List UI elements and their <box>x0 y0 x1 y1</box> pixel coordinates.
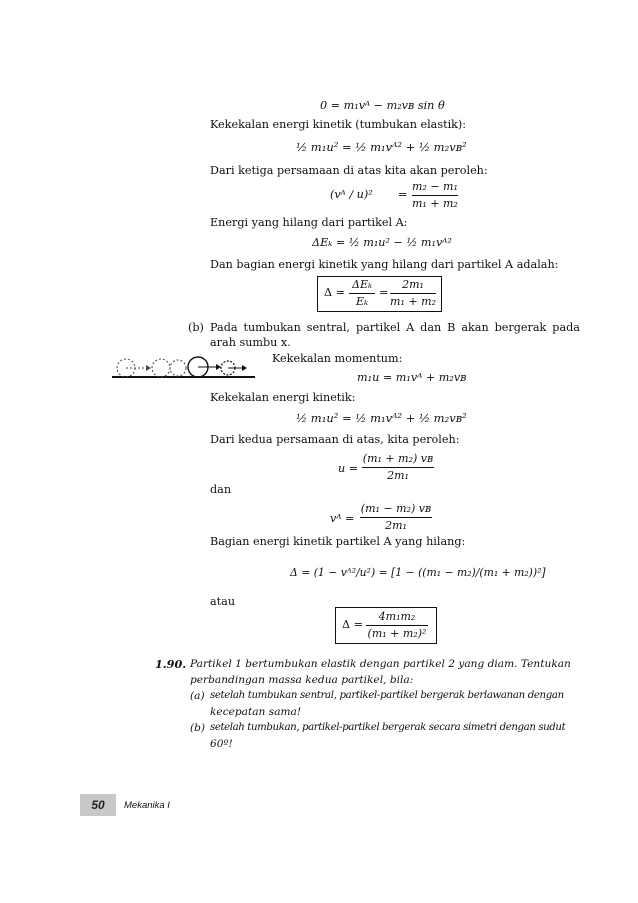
box1-f2-numerator: 2m₁ <box>402 278 424 291</box>
box1-f1-denominator: Eₖ <box>355 295 369 308</box>
page-number-box <box>80 794 116 816</box>
problem-a-marker: (a) <box>190 690 205 702</box>
fraction-bar <box>412 195 458 196</box>
word-and: dan <box>210 483 232 496</box>
part-b-marker: (b) <box>188 321 204 334</box>
box1-lhs: Δ = <box>324 286 346 299</box>
equation-va-lhs: vᴬ = <box>330 512 355 525</box>
problem-b-line-2: 60º! <box>210 738 233 750</box>
box2-fraction <box>366 610 428 640</box>
arrow-va-head <box>216 364 221 370</box>
equation-momentum-y: 0 = m₁vᴬ − m₂vʙ sin θ <box>320 99 445 112</box>
arrow-u-head <box>146 365 151 371</box>
problem-a-line-1: setelah tumbukan sentral, partikel-partikel bergerak berlawanan dengan <box>210 690 564 701</box>
problem-b-marker: (b) <box>190 722 206 734</box>
equation-ratio-fraction <box>412 180 458 210</box>
box2-lhs: Δ = <box>342 618 364 631</box>
equation-va-denominator: 2m₁ <box>385 519 407 532</box>
equation-momentum: m₁u = m₁vᴬ + m₂vʙ <box>357 371 467 384</box>
box1-f1-numerator: ΔEₖ <box>352 278 372 291</box>
problem-a-line-2: kecepatan sama! <box>210 706 302 718</box>
fraction-bar <box>349 293 375 294</box>
equation-u-fraction <box>362 452 434 482</box>
equation-u-denominator: 2m₁ <box>387 469 409 482</box>
arrow-vb-head <box>242 365 247 371</box>
equation-ratio-equals: = <box>398 188 408 201</box>
box1-equals: = <box>379 286 389 299</box>
equation-va-fraction <box>360 502 432 532</box>
word-or: atau <box>210 595 236 608</box>
box1-fraction-2 <box>390 278 436 308</box>
equation-ratio-lhs: (vᴬ / u)² <box>330 188 373 201</box>
particle-b-before <box>170 360 186 376</box>
problem-line-2: perbandingan massa kedua partikel, bila: <box>190 674 414 686</box>
problem-b-line-1: setelah tumbukan, partikel-partikel bergerak secara simetri dengan sudut <box>210 722 566 733</box>
label-momentum: Kekekalan momentum: <box>272 352 403 365</box>
label-part-a-lost: Bagian energi kinetik partikel A yang hilang: <box>210 535 466 548</box>
fraction-bar <box>390 293 436 294</box>
equation-u-numerator: (m₁ + m₂) vʙ <box>362 452 434 465</box>
equation-delta-ek: ΔEₖ = ½ m₁u² − ½ m₁vᴬ² <box>312 236 452 249</box>
equation-kinetic-energy-2: ½ m₁u² = ½ m₁vᴬ² + ½ m₂vʙ² <box>296 411 467 425</box>
running-title: Mekanika I <box>124 800 170 811</box>
equation-ratio-denominator: m₁ + m₂ <box>412 197 458 210</box>
box2-numerator: 4m₁m₂ <box>378 610 416 623</box>
box1-f2-denominator: m₁ + m₂ <box>390 295 436 308</box>
part-b-line-2: arah sumbu x. <box>210 336 291 349</box>
equation-va-numerator: (m₁ − m₂) vʙ <box>360 502 432 515</box>
label-kinetic-elastic: Kekekalan energi kinetik (tumbukan elastik): <box>210 118 467 131</box>
collision-diagram <box>112 350 272 386</box>
fraction-bar <box>366 625 428 626</box>
box1-fraction-1 <box>349 278 375 308</box>
problem-line-1: Partikel 1 bertumbukan elastik dengan partikel 2 yang diam. Tentukan <box>190 658 571 670</box>
equation-u-lhs: u = <box>338 462 359 475</box>
label-from-three-equations: Dari ketiga persamaan di atas kita akan peroleh: <box>210 164 488 177</box>
part-b-line-1: Pada tumbukan sentral, partikel A dan B akan bergerak pada <box>210 321 580 334</box>
label-fraction-lost: Dan bagian energi kinetik yang hilang dari partikel A adalah: <box>210 258 559 271</box>
label-kinetic: Kekekalan energi kinetik: <box>210 391 356 404</box>
equation-ratio-numerator: m₂ − m₁ <box>412 180 458 193</box>
fraction-bar <box>362 467 434 468</box>
box2-denominator: (m₁ + m₂)² <box>367 627 427 640</box>
label-energy-lost: Energi yang hilang dari partikel A: <box>210 216 408 229</box>
problem-number: 1.90. <box>155 657 187 671</box>
page-number: 50 <box>91 798 105 812</box>
particle-a-before <box>152 359 170 377</box>
equation-kinetic-energy: ½ m₁u² = ½ m₁vᴬ² + ½ m₂vʙ² <box>296 140 467 154</box>
equation-delta-full: Δ = (1 − vᴬ²/u²) = [1 − ((m₁ − m₂)/(m₁ + m₂))²] <box>290 566 546 579</box>
label-from-two-equations: Dari kedua persamaan di atas, kita peroleh: <box>210 433 460 446</box>
fraction-bar <box>360 517 432 518</box>
